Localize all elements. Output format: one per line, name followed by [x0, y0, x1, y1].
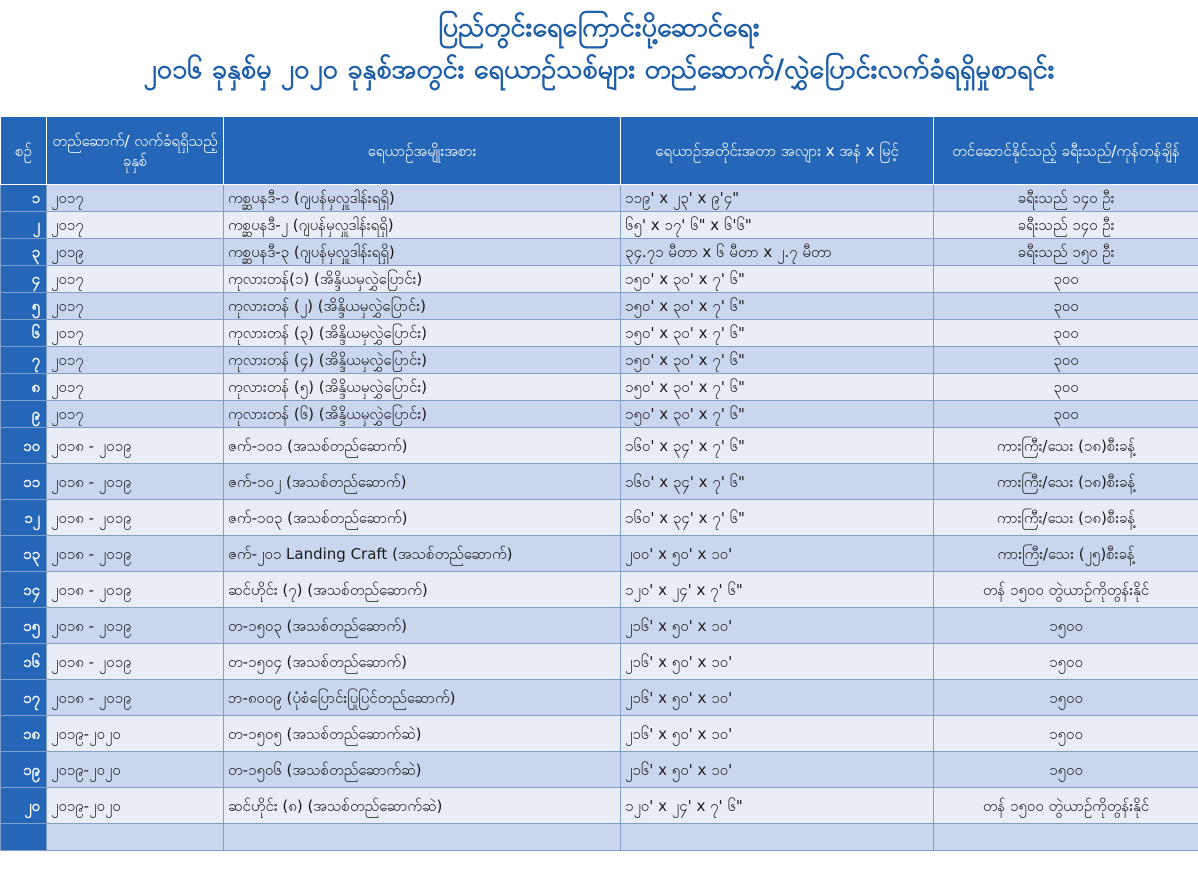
row-number: ၆ [1, 320, 47, 347]
row-dimensions: ၆၅' x ၁၇' ၆" x ၆'၆" [621, 212, 934, 239]
empty-cell [1, 824, 47, 851]
row-year: ၂၀၁၇ [47, 212, 224, 239]
row-year: ၂၀၁၇ [47, 185, 224, 212]
row-year: ၂၀၁၈ - ၂၀၁၉ [47, 644, 224, 680]
row-capacity: တန် ၁၅၀၀ တွဲယာဉ်ကိုတွန်းနိုင် [934, 788, 1198, 824]
table-row [1, 788, 1198, 824]
col-header-no: စဉ် [1, 117, 47, 185]
row-dimensions: ၁၅၀' x ၃၀' x ၇' ၆" [621, 374, 934, 401]
col-header-capacity: တင်ဆောင်နိုင်သည့် ခရီးသည်/ကုန်တန်ချိန် [934, 117, 1198, 185]
table-row [1, 536, 1198, 572]
row-dimensions: ၂၁၆' x ၅၀' x ၁၀' [621, 608, 934, 644]
row-number: ၁၄ [1, 572, 47, 608]
page-subtitle: ၂၀၁၆ ခုနှစ်မှ ၂၀၂၀ ခုနှစ်အတွင်း ရေယာဉ်သစ်များ တည်ဆောက်/လွှဲပြောင်းလက်ခံရရှိမှုစာရင်း [143, 54, 1055, 85]
row-number: ၁၆ [1, 644, 47, 680]
row-vessel-type: ကုလားတန် (၂) (အိန္ဒိယမှလွှဲပြောင်း) [224, 293, 621, 320]
row-year: ၂၀၁၇ [47, 293, 224, 320]
row-vessel-type: ကစ္ဆပနဒီ-၃ (ဂျပန်မှလှူဒါန်းရရှိ) [224, 239, 621, 266]
row-capacity: ၃၀၀ [934, 347, 1198, 374]
row-year: ၂၀၁၈ - ၂၀၁၉ [47, 680, 224, 716]
row-year: ၂၀၁၈ - ၂၀၁၉ [47, 536, 224, 572]
row-vessel-type: ဇက်-၁၀၃ (အသစ်တည်ဆောက်) [224, 500, 621, 536]
row-number: ၃ [1, 239, 47, 266]
empty-cell [934, 824, 1198, 851]
row-vessel-type: ဇက်-၁၀၁ (အသစ်တည်ဆောက်) [224, 428, 621, 464]
table-row [1, 239, 1198, 266]
row-year: ၂၀၁၈ - ၂၀၁၉ [47, 500, 224, 536]
row-number: ၁၀ [1, 428, 47, 464]
row-dimensions: ၁၂၀' x ၂၄' x ၇' ၆" [621, 572, 934, 608]
row-vessel-type: ကစ္ဆပနဒီ-၁ (ဂျပန်မှလှူဒါန်းရရှိ) [224, 185, 621, 212]
row-capacity: ခရီးသည် ၁၅၀ ဦး [934, 239, 1198, 266]
row-capacity: ကားကြီး/သေး (၁၈)စီးခန့် [934, 464, 1198, 500]
row-year: ၂၀၁၈ - ၂၀၁၉ [47, 608, 224, 644]
row-capacity: ကားကြီး/သေး (၁၈)စီးခန့် [934, 428, 1198, 464]
row-number: ၁၇ [1, 680, 47, 716]
table-row [1, 266, 1198, 293]
table-row [1, 320, 1198, 347]
row-number: ၂ [1, 212, 47, 239]
row-dimensions: ၁၅၀' x ၃၀' x ၇' ၆" [621, 401, 934, 428]
row-capacity: ၁၅၀၀ [934, 716, 1198, 752]
row-dimensions: ၁၆၀' x ၃၄' x ၇' ၆" [621, 428, 934, 464]
empty-cell [47, 824, 224, 851]
table-row [1, 716, 1198, 752]
row-capacity: တန် ၁၅၀၀ တွဲယာဉ်ကိုတွန်းနိုင် [934, 572, 1198, 608]
col-header-year: တည်ဆောက်/ လက်ခံရရှိသည့်ခုနှစ် [47, 117, 224, 185]
row-vessel-type: ကုလားတန် (၅) (အိန္ဒိယမှလွှဲပြောင်း) [224, 374, 621, 401]
row-number: ၄ [1, 266, 47, 293]
row-capacity: ၃၀၀ [934, 293, 1198, 320]
row-vessel-type: တ-၁၅၀၆ (အသစ်တည်ဆောက်ဆဲ) [224, 752, 621, 788]
table-row [1, 500, 1198, 536]
row-dimensions: ၂၁၆' x ၅၀' x ၁၀' [621, 680, 934, 716]
row-year: ၂၀၁၇ [47, 401, 224, 428]
row-capacity: ၁၅၀၀ [934, 680, 1198, 716]
empty-cell [621, 824, 934, 851]
row-number: ၅ [1, 293, 47, 320]
row-capacity: ကားကြီး/သေး (၁၈)စီးခန့် [934, 500, 1198, 536]
table-row [1, 347, 1198, 374]
row-year: ၂၀၁၇ [47, 320, 224, 347]
row-year: ၂၀၁၉-၂၀၂၀ [47, 752, 224, 788]
row-vessel-type: ကစ္ဆပနဒီ-၂ (ဂျပန်မှလှူဒါန်းရရှိ) [224, 212, 621, 239]
row-number: ၁၅ [1, 608, 47, 644]
row-dimensions: ၂၀၀' x ၅၀' x ၁၀' [621, 536, 934, 572]
row-dimensions: ၃၄.၇၁ မီတာ x ၆ မီတာ x ၂.၇ မီတာ [621, 239, 934, 266]
row-capacity: ၃၀၀ [934, 401, 1198, 428]
row-capacity: ၁၅၀၀ [934, 644, 1198, 680]
row-year: ၂၀၁၈ - ၂၀၁၉ [47, 428, 224, 464]
row-dimensions: ၂၁၆' x ၅၀' x ၁၀' [621, 752, 934, 788]
row-vessel-type: ကုလားတန် (၃) (အိန္ဒိယမှလွှဲပြောင်း) [224, 320, 621, 347]
row-year: ၂၀၁၉-၂၀၂၀ [47, 716, 224, 752]
empty-row [1, 824, 1198, 851]
row-capacity: ၃၀၀ [934, 374, 1198, 401]
table-row [1, 572, 1198, 608]
table-row [1, 401, 1198, 428]
row-number: ၈ [1, 374, 47, 401]
row-year: ၂၀၁၇ [47, 374, 224, 401]
page-title: ပြည်တွင်းရေကြောင်းပို့ဆောင်ရေး [438, 12, 760, 43]
row-year: ၂၀၁၈ - ၂၀၁၉ [47, 464, 224, 500]
row-number: ၁ [1, 185, 47, 212]
table-row [1, 212, 1198, 239]
row-year: ၂၀၁၇ [47, 347, 224, 374]
row-dimensions: ၁၅၀' x ၃၀' x ၇' ၆" [621, 293, 934, 320]
row-number: ၉ [1, 401, 47, 428]
row-number: ၁၉ [1, 752, 47, 788]
row-vessel-type: တ-၁၅၀၄ (အသစ်တည်ဆောက်) [224, 644, 621, 680]
row-vessel-type: ဇက်-၂၀၁ Landing Craft (အသစ်တည်ဆောက်) [224, 536, 621, 572]
row-capacity: ၁၅၀၀ [934, 608, 1198, 644]
row-dimensions: ၁၆၀' x ၃၄' x ၇' ၆" [621, 500, 934, 536]
row-dimensions: ၂၁၆' x ၅၀' x ၁၀' [621, 644, 934, 680]
row-year: ၂၀၁၉ [47, 239, 224, 266]
row-vessel-type: ဆင်ဟိုင်း (၇) (အသစ်တည်ဆောက်) [224, 572, 621, 608]
table-row [1, 374, 1198, 401]
page-header [0, 0, 1198, 116]
row-vessel-type: ဆင်ဟိုင်း (၈) (အသစ်တည်ဆောက်ဆဲ) [224, 788, 621, 824]
row-vessel-type: ကုလားတန် (၆) (အိန္ဒိယမှလွှဲပြောင်း) [224, 401, 621, 428]
row-dimensions: ၁၆၀' x ၃၄' x ၇' ၆" [621, 464, 934, 500]
row-vessel-type: တ-၁၅၀၅ (အသစ်တည်ဆောက်ဆဲ) [224, 716, 621, 752]
row-year: ၂၀၁၉-၂၀၂၀ [47, 788, 224, 824]
table-header-row [1, 117, 1198, 185]
row-vessel-type: ကုလားတန် (၄) (အိန္ဒိယမှလွှဲပြောင်း) [224, 347, 621, 374]
empty-cell [224, 824, 621, 851]
row-number: ၇ [1, 347, 47, 374]
table-row [1, 752, 1198, 788]
table-row [1, 185, 1198, 212]
row-dimensions: ၁၅၀' x ၃၀' x ၇' ၆" [621, 266, 934, 293]
row-number: ၂၀ [1, 788, 47, 824]
row-year: ၂၀၁၈ - ၂၀၁၉ [47, 572, 224, 608]
row-vessel-type: တ-၁၅၀၃ (အသစ်တည်ဆောက်) [224, 608, 621, 644]
row-dimensions: ၁၁၉' x ၂၃' x ၉'၄" [621, 185, 934, 212]
row-capacity: ခရီးသည် ၁၄၀ ဦး [934, 212, 1198, 239]
row-capacity: ကားကြီး/သေး (၂၅)စီးခန့် [934, 536, 1198, 572]
row-dimensions: ၂၁၆' x ၅၀' x ၁၀' [621, 716, 934, 752]
table-row [1, 428, 1198, 464]
table-row [1, 293, 1198, 320]
table-row [1, 464, 1198, 500]
row-vessel-type: ဘ-၈၀၀၉ (ပုံစံပြောင်းပြုပြင်တည်ဆောက်) [224, 680, 621, 716]
col-header-dimensions: ရေယာဉ်အတိုင်းအတာ အလျား x အနံ x မြင့် [621, 117, 934, 185]
row-number: ၁၁ [1, 464, 47, 500]
row-number: ၁၈ [1, 716, 47, 752]
row-dimensions: ၁၅၀' x ၃၀' x ၇' ၆" [621, 320, 934, 347]
row-capacity: ခရီးသည် ၁၄၀ ဦး [934, 185, 1198, 212]
row-number: ၁၃ [1, 536, 47, 572]
col-header-type: ရေယာဉ်အမျိုးအစား [224, 117, 621, 185]
table-row [1, 680, 1198, 716]
row-vessel-type: ဇက်-၁၀၂ (အသစ်တည်ဆောက်) [224, 464, 621, 500]
row-vessel-type: ကုလားတန်(၁) (အိန္ဒိယမှလွှဲပြောင်း) [224, 266, 621, 293]
row-capacity: ၁၅၀၀ [934, 752, 1198, 788]
row-year: ၂၀၁၇ [47, 266, 224, 293]
row-dimensions: ၁၅၀' x ၃၀' x ၇' ၆" [621, 347, 934, 374]
row-capacity: ၃၀၀ [934, 266, 1198, 293]
table-row [1, 644, 1198, 680]
vessel-table [0, 116, 1198, 851]
row-capacity: ၃၀၀ [934, 320, 1198, 347]
row-dimensions: ၁၂၀' x ၂၄' x ၇' ၆" [621, 788, 934, 824]
row-number: ၁၂ [1, 500, 47, 536]
table-row [1, 608, 1198, 644]
